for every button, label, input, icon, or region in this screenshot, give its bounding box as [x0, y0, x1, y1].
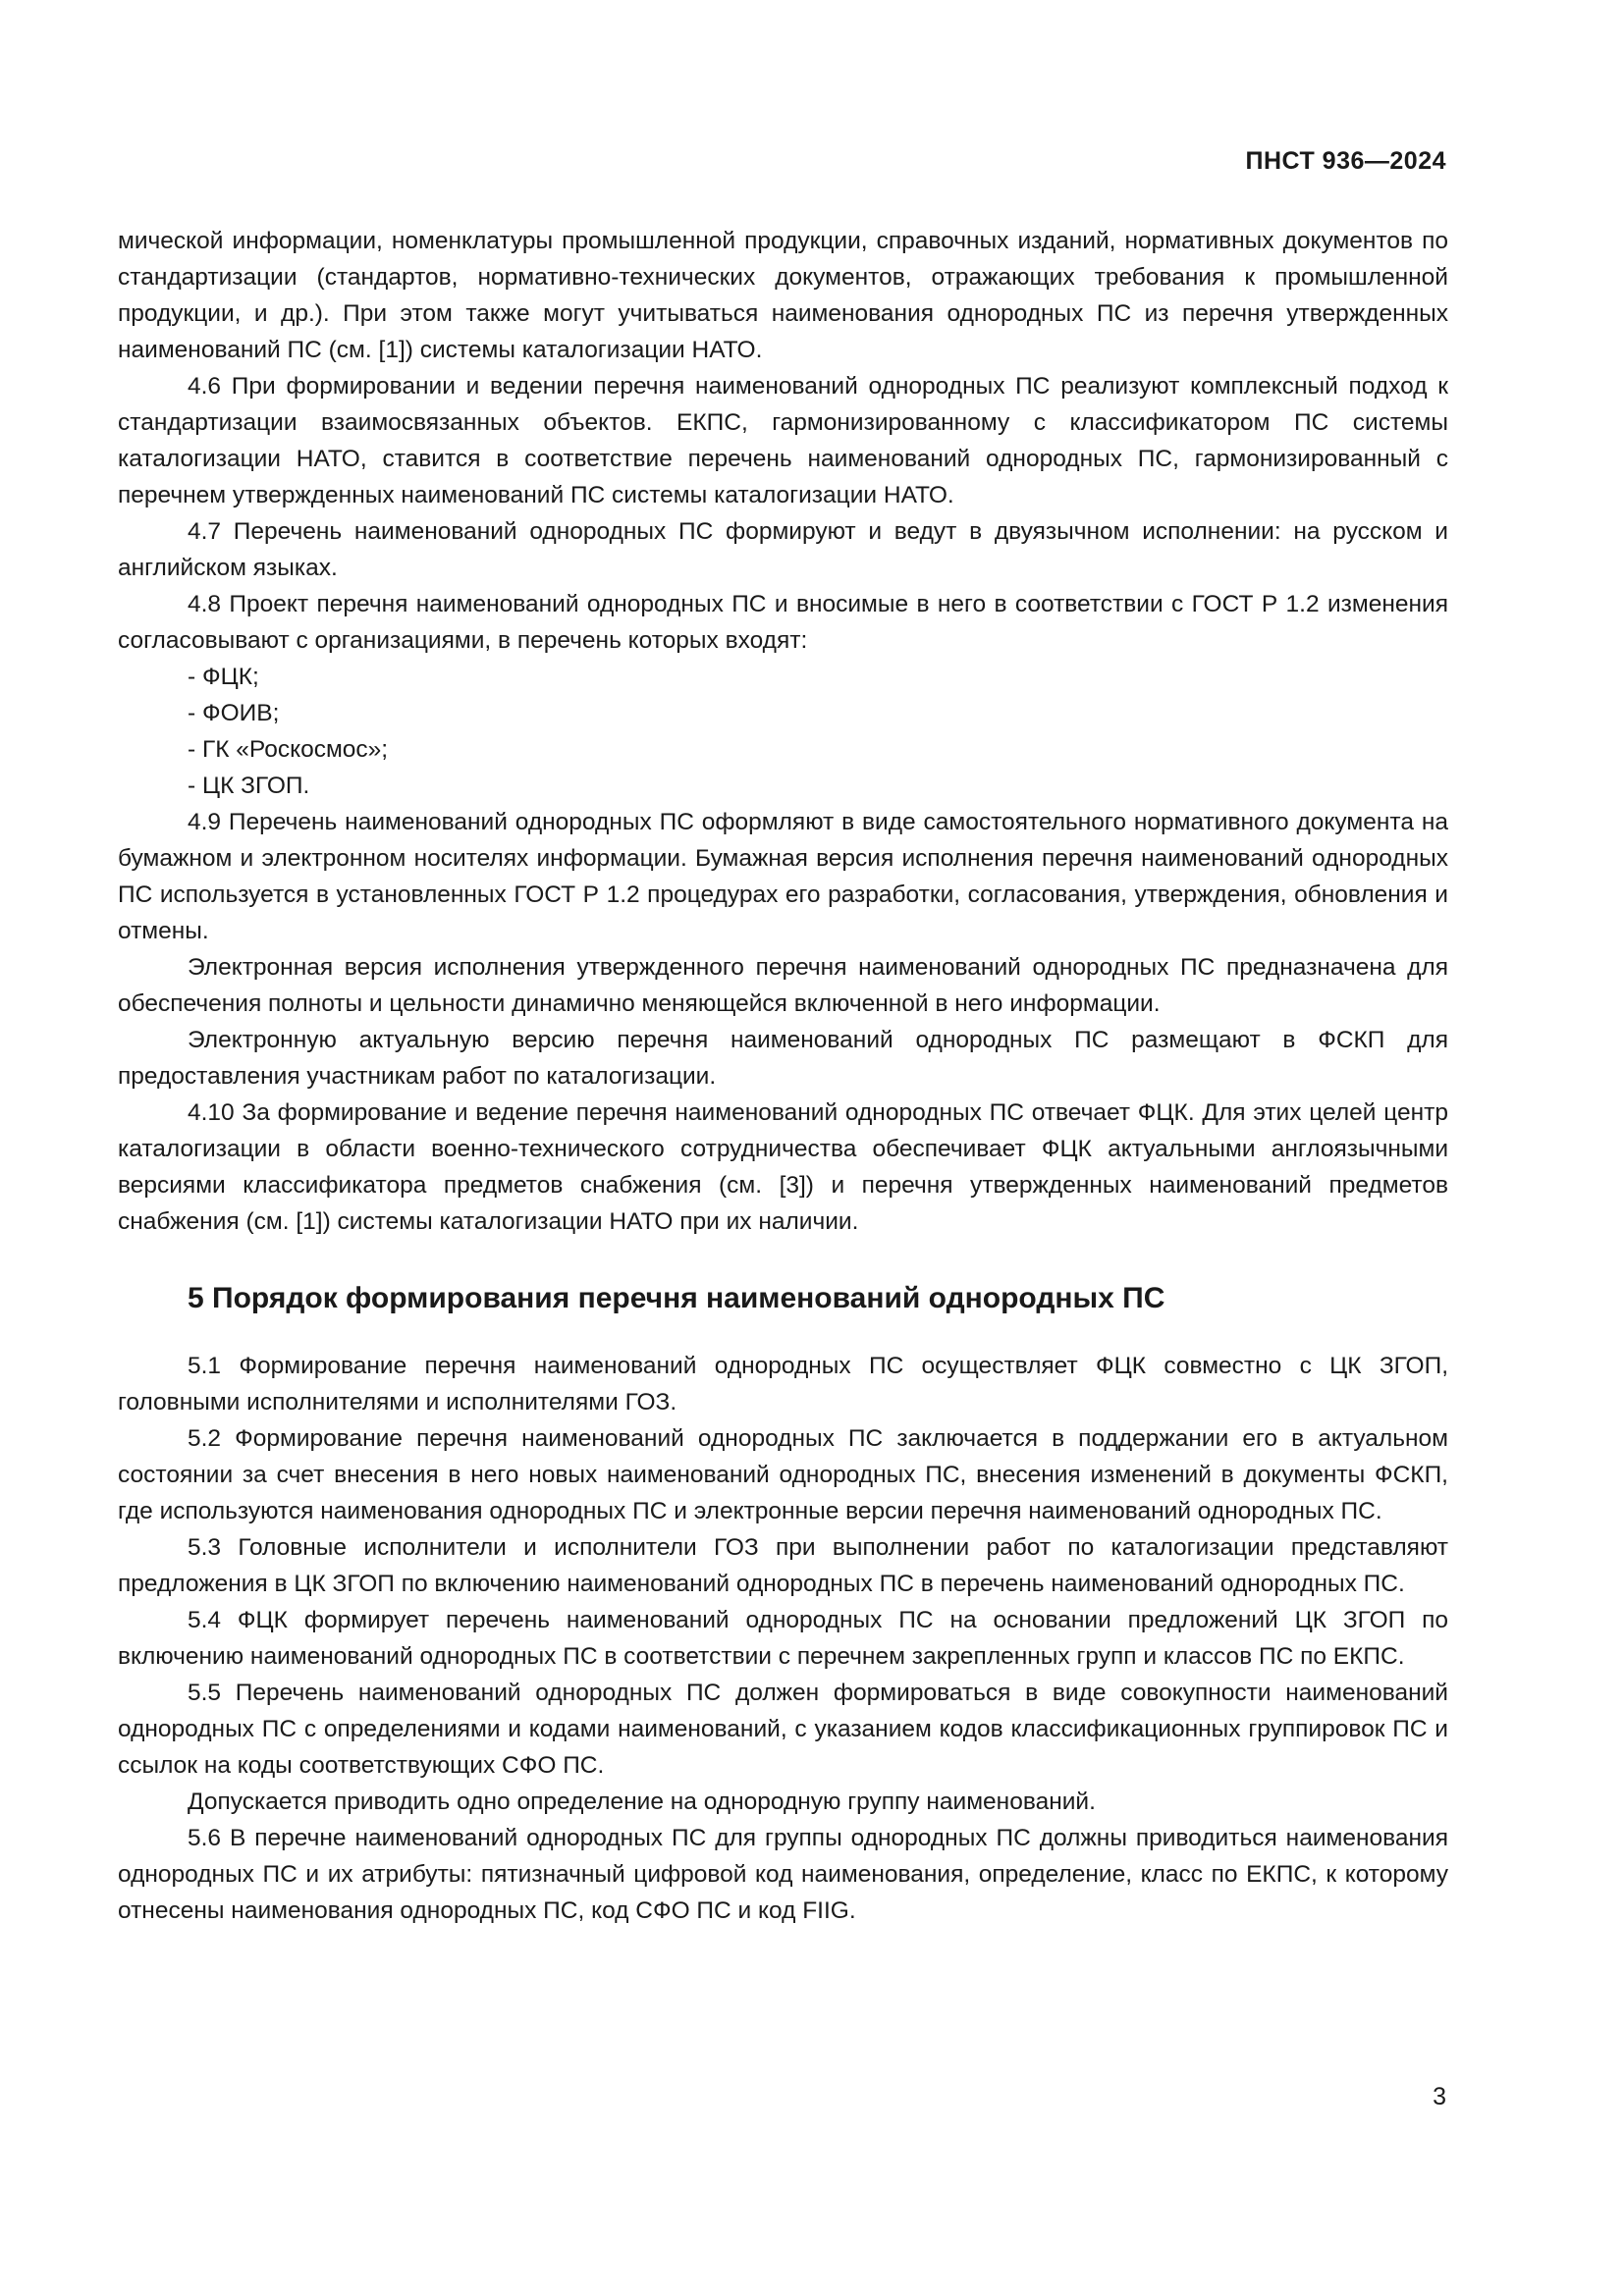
paragraph-4-7: 4.7 Перечень наименований однородных ПС формируют и ведут в двуязычном исполнении: на русском и английском языках. [118, 518, 1448, 581]
page-number: 3 [1433, 2083, 1446, 2110]
paragraph-5-6: 5.6 В перечне наименований однородных ПС для группы однородных ПС должны приводиться наименования однородных ПС и их атрибуты: пятизначный цифровой код наименования, определение, класс по ЕКПС, к которому отнесены наименования однородных ПС, код СФО ПС и код FIIG. [118, 1825, 1448, 1924]
paragraph-4-9: 4.9 Перечень наименований однородных ПС оформляют в виде самостоятельного нормативного документа на бумажном и электронном носителях информации. Бумажная версия исполнения перечня наименований однородных ПС используется в установленных ГОСТ Р 1.2 процедурах его разработки, согласования, утверждения, обновления и отмены. [118, 809, 1448, 944]
document-body [118, 223, 1448, 1929]
list-item: - ГК «Роскосмос»; [188, 736, 389, 763]
paragraph-4-9-placement: Электронную актуальную версию перечня наименований однородных ПС размещают в ФСКП для предоставления участникам работ по каталогизации. [118, 1027, 1448, 1090]
organizations-list [118, 659, 1448, 804]
paragraph-5-4: 5.4 ФЦК формирует перечень наименований однородных ПС на основании предложений ЦК ЗГОП по включению наименований однородных ПС в соответствии с перечнем закрепленных групп и классов ПС по ЕКПС. [118, 1607, 1448, 1670]
list-item: - ЦК ЗГОП. [188, 773, 310, 799]
paragraph-4-8: 4.8 Проект перечня наименований однородных ПС и вносимые в него в соответствии с ГОСТ Р 1.2 изменения согласовывают с организациями, в перечень которых входят: [118, 591, 1448, 654]
paragraph-5-3: 5.3 Головные исполнители и исполнители ГОЗ при выполнении работ по каталогизации представляют предложения в ЦК ЗГОП по включению наименований однородных ПС в перечень наименований однородных ПС. [118, 1534, 1448, 1597]
paragraph-4-6: 4.6 При формировании и ведении перечня наименований однородных ПС реализуют комплексный подход к стандартизации взаимосвязанных объектов. ЕКПС, гармонизированному с классификатором ПС системы каталогизации НАТО, ставится в соответствие перечень наименований однородных ПС, гармонизированный с перечнем утвержденных наименований ПС системы каталогизации НАТО. [118, 373, 1448, 508]
paragraph-4-9-electronic: Электронная версия исполнения утвержденного перечня наименований однородных ПС предназначена для обеспечения полноты и цельности динамично меняющейся включенной в него информации. [118, 954, 1448, 1017]
paragraph-5-5: 5.5 Перечень наименований однородных ПС должен формироваться в виде совокупности наименований однородных ПС с определениями и кодами наименований, с указанием кодов классификационных группировок ПС и ссылок на коды соответствующих СФО ПС. [118, 1680, 1448, 1779]
list-item: - ФЦК; [188, 664, 259, 690]
paragraph-continuation: мической информации, номенклатуры промышленной продукции, справочных изданий, нормативных документов по стандартизации (стандартов, нормативно-технических документов, отражающих требования к промышленной продукции, и др.). При этом также могут учитываться наименования однородных ПС из перечня утвержденных наименований ПС (см. [1]) системы каталогизации НАТО. [118, 228, 1448, 363]
list-item: - ФОИВ; [188, 700, 280, 726]
paragraph-5-2: 5.2 Формирование перечня наименований однородных ПС заключается в поддержании его в актуальном состоянии за счет внесения в него новых наименований однородных ПС, внесения изменений в документы ФСКП, где используются наименования однородных ПС и электронные версии перечня наименований однородных ПС. [118, 1425, 1448, 1524]
paragraph-5-5-note: Допускается приводить одно определение на однородную группу наименований. [188, 1789, 1096, 1815]
document-code: ПНСТ 936—2024 [1245, 147, 1446, 175]
section-5-title: 5 Порядок формирования перечня наименований однородных ПС [188, 1282, 1165, 1314]
paragraph-4-10: 4.10 За формирование и ведение перечня наименований однородных ПС отвечает ФЦК. Для этих целей центр каталогизации в области военно-технического сотрудничества обеспечивает ФЦК актуальными англоязычными версиями классификатора предметов снабжения (см. [3]) и перечня утвержденных наименований предметов снабжения (см. [1]) системы каталогизации НАТО при их наличии. [118, 1099, 1448, 1235]
paragraph-5-1: 5.1 Формирование перечня наименований однородных ПС осуществляет ФЦК совместно с ЦК ЗГОП, головными исполнителями и исполнителями ГОЗ. [118, 1353, 1448, 1415]
